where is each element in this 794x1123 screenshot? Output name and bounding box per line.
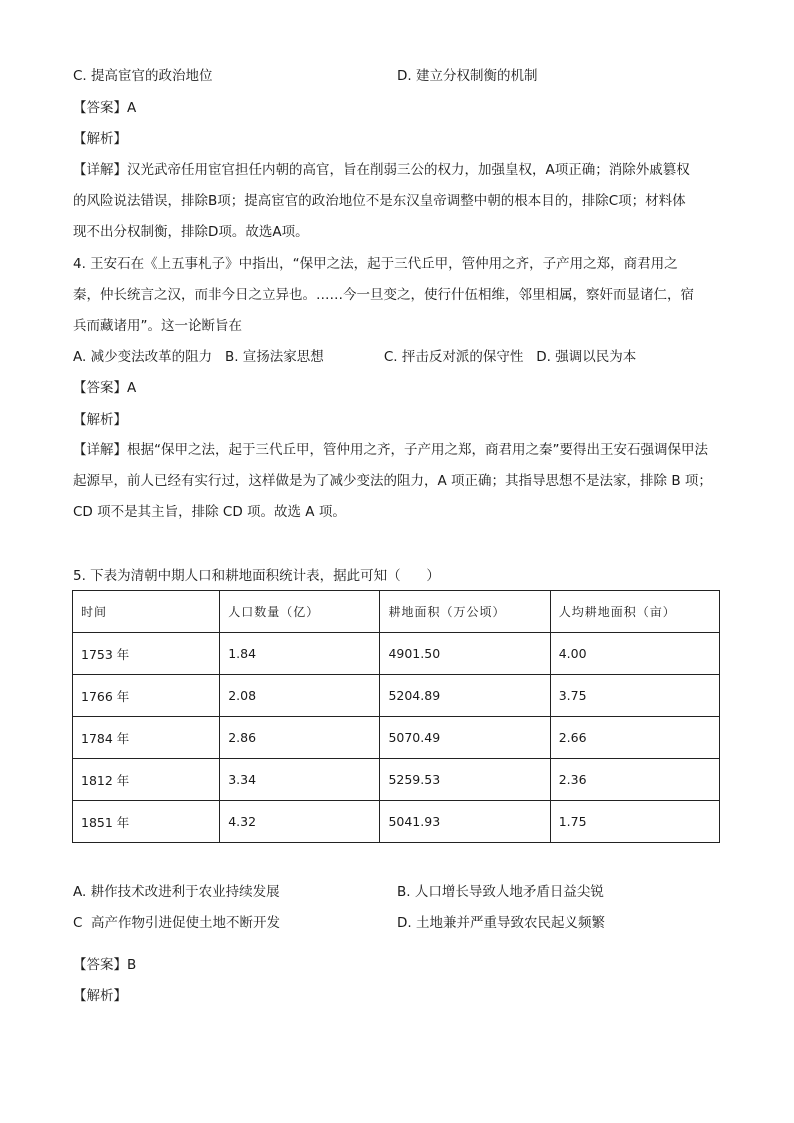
table-cell: 1851 年 <box>73 801 220 843</box>
q5-option-d: D. 土地兼并严重导致农民起义频繁 <box>397 915 605 931</box>
q3-detail-line: 现不出分权制衡，排除D项。故选A项。 <box>73 224 309 240</box>
q4-detail <box>73 435 733 528</box>
q3-detail-line: 【详解】汉光武帝任用宦官担任内朝的高官，旨在削弱三公的权力，加强皇权，A项正确；消除外戚篡权 <box>73 162 690 178</box>
table-cell: 2.36 <box>550 759 719 801</box>
table-row <box>73 675 720 717</box>
table-row <box>73 759 720 801</box>
table-header-cell: 人均耕地面积（亩） <box>550 591 719 633</box>
table-cell: 5259.53 <box>380 759 550 801</box>
table-header-cell: 耕地面积（万公顷） <box>380 591 550 633</box>
q4-options: A. 减少变法改革的阻力 B. 宣扬法家思想 C. 抨击反对派的保守性 D. 强调以民为本 <box>73 349 637 365</box>
table-cell: 3.34 <box>220 759 380 801</box>
q3-analysis-label: 【解析】 <box>73 131 127 147</box>
q4-stem-line: 4. 王安石在《上五事札子》中指出，“保甲之法，起于三代丘甲，管仲用之齐，子产用之郑，商君用之 <box>73 256 678 272</box>
table-cell: 5070.49 <box>380 717 550 759</box>
table-header-row <box>73 591 720 633</box>
table-cell: 3.75 <box>550 675 719 717</box>
q5-option-a: A. 耕作技术改进利于农业持续发展 <box>73 884 280 900</box>
table-cell: 1.84 <box>220 633 380 675</box>
table-cell: 4.32 <box>220 801 380 843</box>
answer-value: B <box>127 957 137 973</box>
q5-option-c: C 高产作物引进促使土地不断开发 <box>73 915 281 931</box>
table-cell: 1766 年 <box>73 675 220 717</box>
table-row <box>73 717 720 759</box>
table-cell: 2.66 <box>550 717 719 759</box>
q5-answer <box>73 955 136 975</box>
q4-detail-line: CD 项不是其主旨，排除 CD 项。故选 A 项。 <box>73 504 346 520</box>
q3-option-c: C. 提高宦官的政治地位 <box>73 68 213 84</box>
answer-label: 【答案】 <box>73 100 127 116</box>
answer-label: 【答案】 <box>73 380 127 396</box>
q3-detail-line: 的风险说法错误，排除B项；提高宦官的政治地位不是东汉皇帝调整中朝的根本目的，排除C项；材料体 <box>73 193 686 209</box>
q5-analysis-label: 【解析】 <box>73 988 127 1004</box>
table-cell: 1753 年 <box>73 633 220 675</box>
q4-analysis-label: 【解析】 <box>73 412 127 428</box>
table-cell: 2.86 <box>220 717 380 759</box>
answer-label: 【答案】 <box>73 957 127 973</box>
q4-stem-line: 秦，仲长统言之汉，而非今日之立异也。……今一旦变之，使行什伍相维，邻里相属，察奸而显诸仁，宿 <box>73 287 694 303</box>
answer-value: A <box>127 380 137 396</box>
q5-option-b: B. 人口增长导致人地矛盾日益尖锐 <box>397 884 604 900</box>
population-farmland-table <box>72 590 720 843</box>
table-cell: 1784 年 <box>73 717 220 759</box>
q4-stem <box>73 249 733 342</box>
answer-value: A <box>127 100 137 116</box>
table-cell: 4.00 <box>550 633 719 675</box>
table-cell: 5041.93 <box>380 801 550 843</box>
table-cell: 2.08 <box>220 675 380 717</box>
table-cell: 1812 年 <box>73 759 220 801</box>
q4-stem-line: 兵而藏诸用”。这一论断旨在 <box>73 318 242 334</box>
table-row <box>73 633 720 675</box>
q3-option-d: D. 建立分权制衡的机制 <box>397 68 538 84</box>
table-row <box>73 801 720 843</box>
q3-detail <box>73 155 733 248</box>
table-cell: 1.75 <box>550 801 719 843</box>
table-header-cell: 人口数量（亿） <box>220 591 380 633</box>
q4-detail-line: 【详解】根据“保甲之法，起于三代丘甲，管仲用之齐，子产用之郑，商君用之秦”要得出王安石强调保甲法 <box>73 442 708 458</box>
table-cell: 4901.50 <box>380 633 550 675</box>
q4-answer <box>73 378 136 398</box>
table-cell: 5204.89 <box>380 675 550 717</box>
q3-answer <box>73 98 136 118</box>
table-header-cell: 时间 <box>73 591 220 633</box>
q5-stem: 5. 下表为清朝中期人口和耕地面积统计表，据此可知（ ） <box>73 568 440 584</box>
q4-detail-line: 起源早，前人已经有实行过，这样做是为了减少变法的阻力，A 项正确；其指导思想不是法家，排除 B 项； <box>73 473 712 489</box>
